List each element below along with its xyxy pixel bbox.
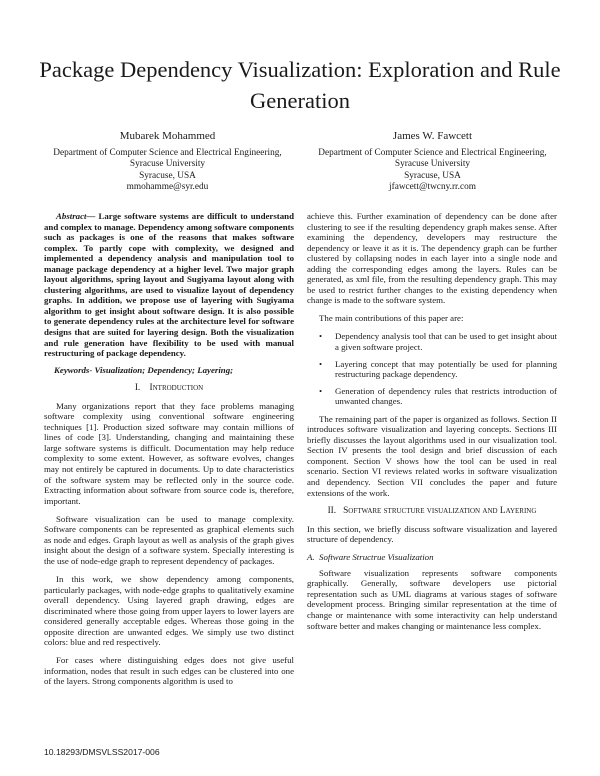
author-city: Syracuse, USA (139, 170, 196, 181)
list-item: • Layering concept that may potentially be used for planning restructuring package dependency. (335, 359, 557, 380)
paragraph: The remaining part of the paper is organized as follows. Section II introduces software visualization and layering concepts. Sections III briefly discusses the layout algorithms used in our visualization tool. Section IV presents the tool design and brief discussion of each component. Section V shows how the tool can be used in real scenario. Section VI reviews related works in software visualization and dependency. Section VII concludes the paper and future extensions of the work. (307, 413, 557, 498)
paragraph: Software visualization can be used to manage complexity. Software components can be represented as graphical elements such as node and edges. Graph layout as well as analysis of the graph gives insight about the design of a software system. Specially interesting is the use of node-edge graph to represent dependency of packages. (44, 513, 294, 566)
section-title: Software structure visualization and Layering (343, 506, 537, 517)
paragraph: achieve this. Further examination of dependency can be done after clustering to see if the resulting dependency graph makes sense. After examining the dependency, developers may restructure the dependency or leave it as it is. The dependency graph can be further clustered by collapsing nodes in each layer into a single node and adding the corresponding edges among the layers. Rules can be generated, as xml file, from the resulting dependency graph. This may be used to restrict further changes to the existing dependency when change is made to the software system. (307, 211, 557, 306)
subsection-title: Software Structrue Visualization (319, 552, 434, 563)
subsection-heading (307, 552, 557, 563)
paragraph: The main contributions of this paper are: (319, 313, 464, 324)
list-item: • Generation of dependency rules that restricts introduction of unwanted changes. (335, 386, 557, 407)
author-block (310, 131, 555, 194)
left-column (44, 211, 294, 694)
paragraph: In this section, we briefly discuss software visualization and layered structure of dependency. (307, 523, 557, 545)
section-heading (44, 383, 294, 394)
right-column (307, 211, 557, 639)
paragraph: In this work, we show dependency among components, particularly packages, with node-edge graphs to qualitatively examine overall dependency. Using layered graph drawing, edges are discriminated where those going from upper layers to lower layers are considered generally acceptable edges. Whereas those going in the opposite direction are unwanted edges. We simply use two distinct colors: blue and red respectively. (44, 573, 294, 648)
abstract (44, 211, 294, 359)
doi: 10.18293/DMSVLSS2017-006 (44, 747, 160, 757)
section-heading (307, 506, 557, 517)
list-item: • Dependency analysis tool that can be used to get insight about a given software project. (335, 331, 557, 352)
author-name: James W. Fawcett (392, 130, 473, 142)
author-email[interactable]: mmohamme@syr.edu (126, 182, 209, 193)
paragraph: Many organizations report that they face problems managing software complexity using conventional software engineering techniques [1]. Production sized software may contain millions of lines of code [3]. Understanding, changing and maintaining these large software systems is difficult. Documentation may help reduce complexity to some extent. However, as software evolves, changes may not entirely be captured in documents. Up to date characteristics of the software system may be reflected only in the source code. Extracting information about software from source code is, therefore, important. (44, 400, 294, 506)
author-name: Mubarek Mohammed (119, 130, 216, 142)
author-department: Department of Computer Science and Electrical Engineering, Syracuse University (318, 147, 547, 170)
abstract-label: Abstract— (56, 211, 96, 221)
author-block (45, 131, 290, 194)
author-email[interactable]: jfawcett@twcny.rr.com (389, 182, 476, 193)
author-city: Syracuse, USA (404, 170, 461, 181)
author-department: Department of Computer Science and Electrical Engineering, Syracuse University (53, 147, 282, 170)
paper-title: Package Dependency Visualization: Exploration and Rule Generation (39, 57, 561, 113)
paragraph: Software visualization represents software components graphically. Generally, software developers use pictorial representation such as UML diagrams at various stages of software development process. Bringing similar representation at the time of change or maintenance with some interactivity can help understand software better and makes changing or maintenance less complex. (307, 567, 557, 631)
abstract-text: Large software systems are difficult to understand and complex to manage. Dependency among software components such as packages is one of the reasons that makes software complex. To partly cope with complexity, we designed and implemented a dependency analysis and manipulation tool to manage package dependency at a higher level. Two major graph layout algorithms, spring layout and Sugiyama layout along with clustering algorithms, are used to visualize layout of dependency graphs. In addition, we propose use of layering with Sugiyama algorithm to get insight about software design. It is also possible to generate dependency rules at the architecture level for software designs that are suited for layering design. Both the visualization and rule generation have flexibility to be used with manual restructuring of package dependency. (44, 211, 294, 359)
section-number: I. (134, 383, 141, 394)
contributions-list (307, 331, 557, 406)
section-title: Introduction (149, 383, 204, 394)
keywords: Keywords- Visualization; Dependency; Layering; (54, 364, 234, 375)
paragraph: For cases where distinguishing edges does not give useful information, nodes that result in such edges can be clustered into one of the layers. Strong components algorithm is used to (44, 655, 294, 687)
section-number: II. (327, 506, 337, 517)
subsection-number: A. (307, 552, 315, 563)
